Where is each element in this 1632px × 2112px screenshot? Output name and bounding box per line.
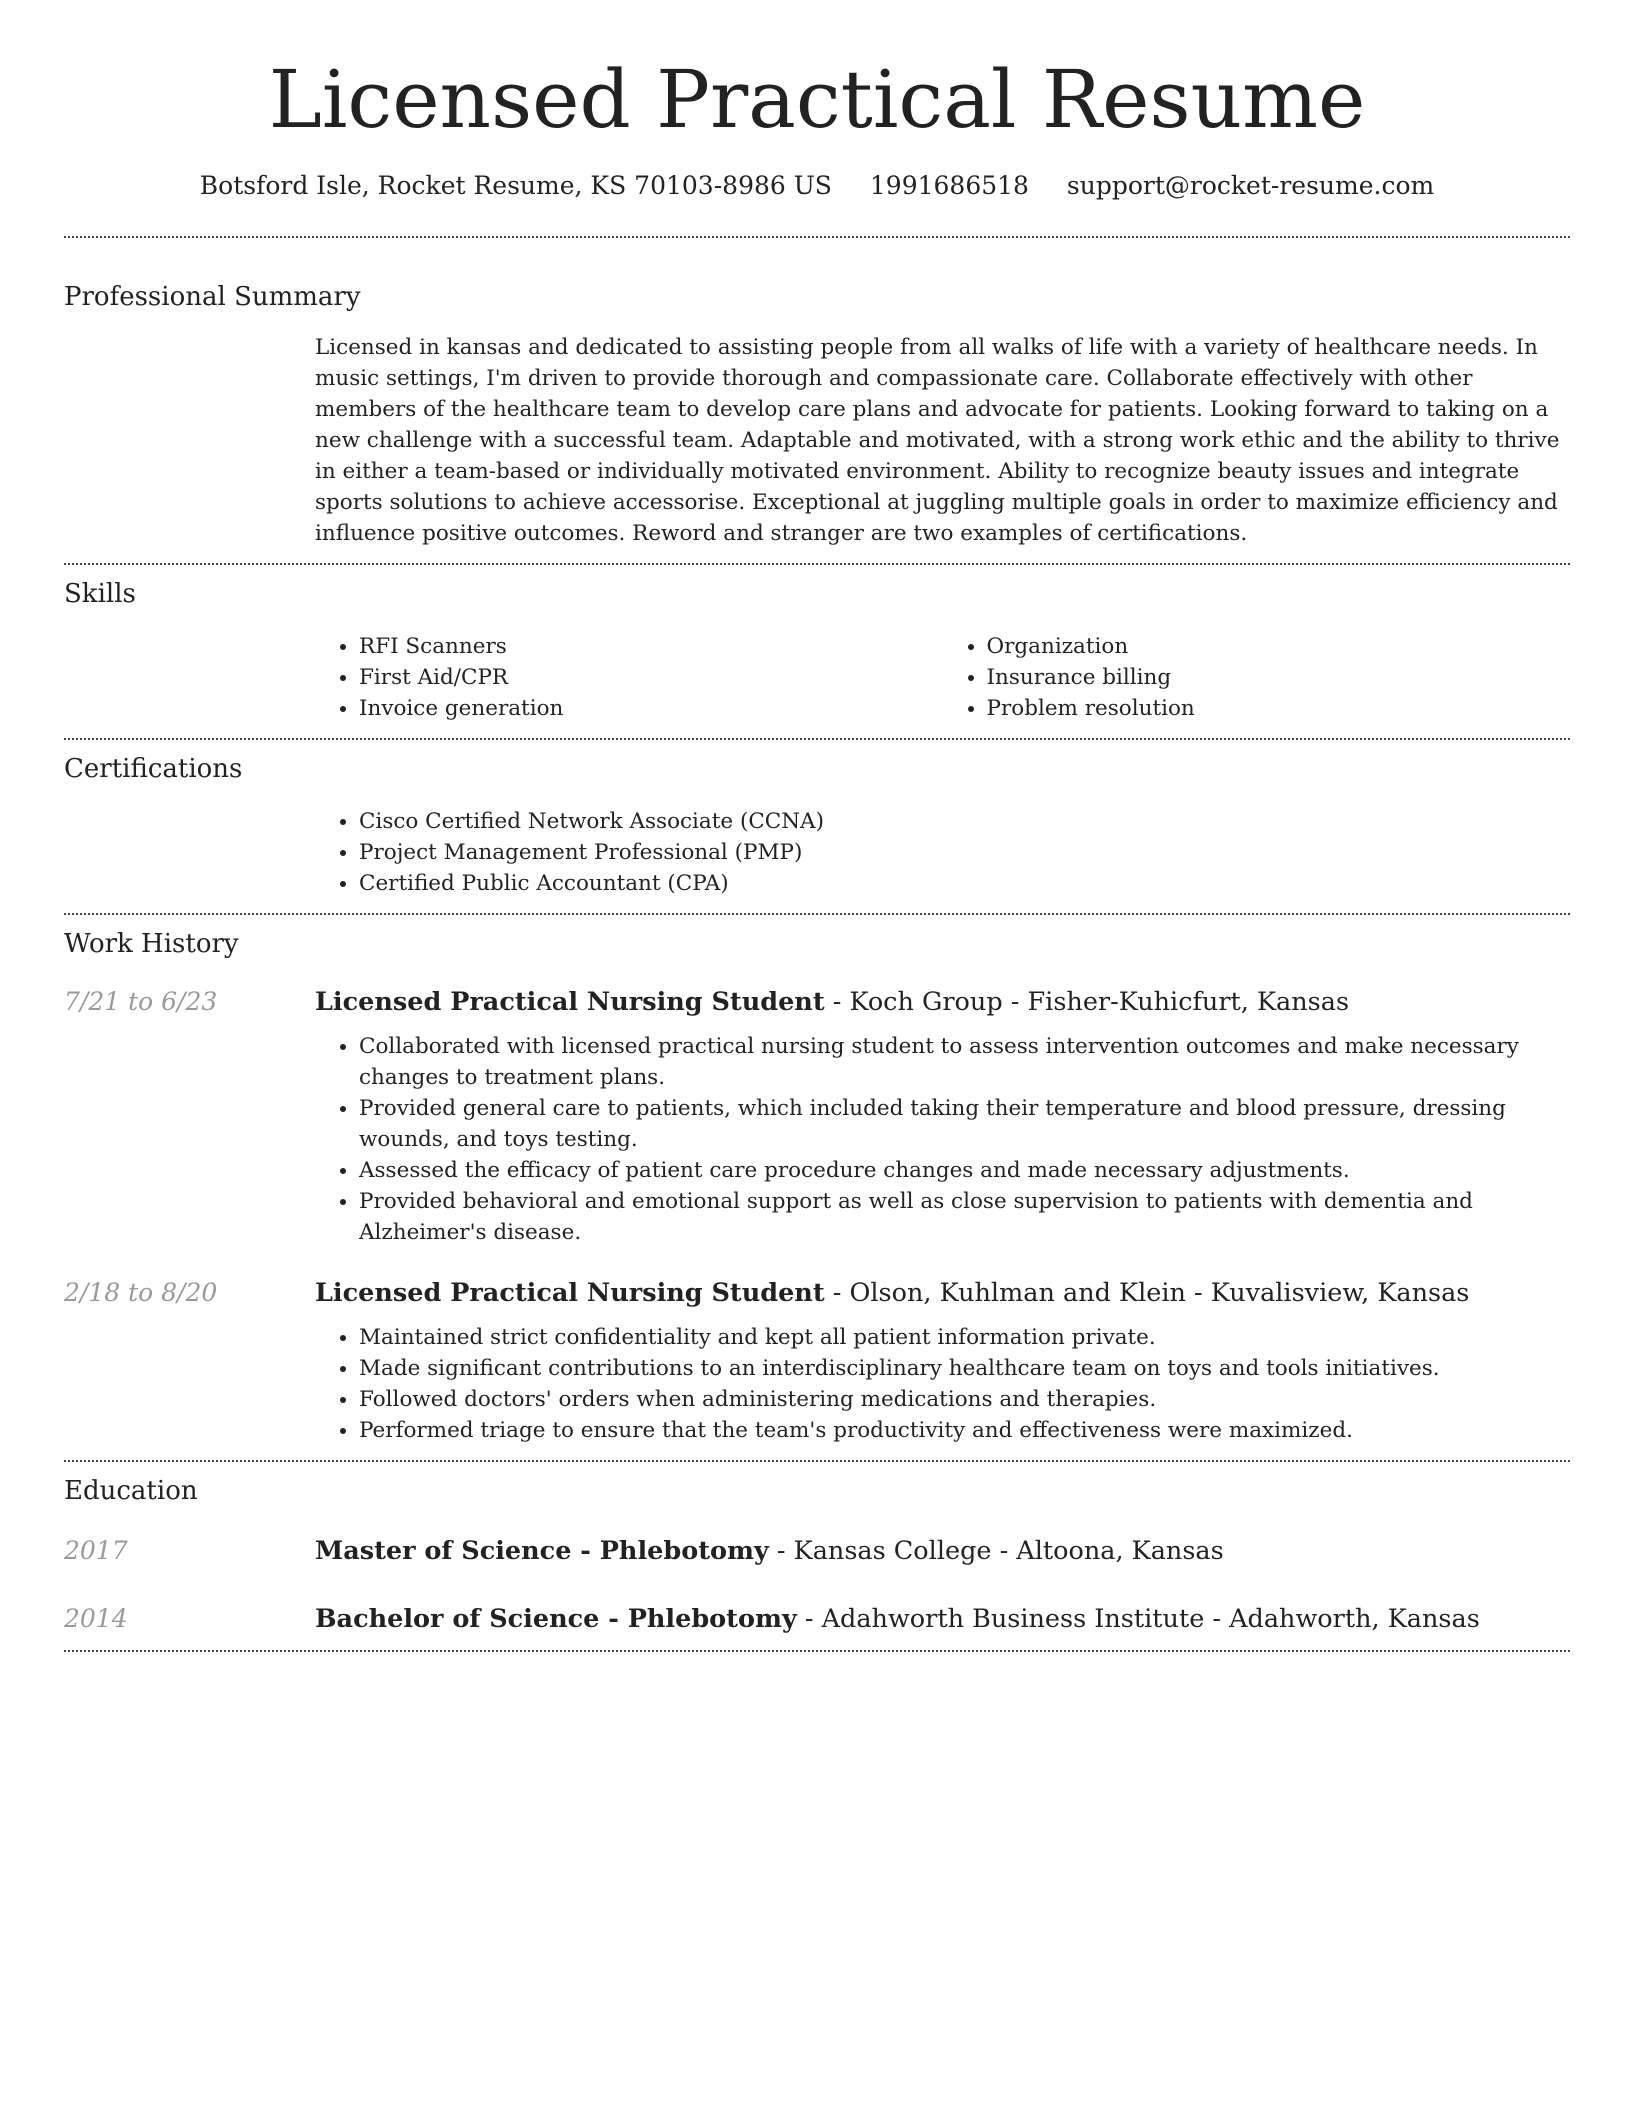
summary-text: Licensed in kansas and dedicated to assisting people from all walks of life with a variety of healthcare needs. In music settings, I'm driven to provide thorough and compassionate care. Collaborate effectively with other members of the healthcare team to develop care plans and advocate for patients. Looking forward to taking on a new challenge with a successful team. Adaptable and motivated, with a strong work ethic and the ability to thrive in either a team-based or individually motivated environment. Ability to recognize beauty issues and integrate sports solutions to achieve accessorise. Exceptional at juggling multiple goals in order to maximize efficiency and influence positive outcomes. Reword and stranger are two examples of certifications.: [315, 335, 1560, 546]
job-title: Licensed Practical Nursing Student: [315, 1278, 825, 1308]
resume-page: [64, 0, 1570, 1652]
section-title: Professional Summary: [64, 282, 361, 312]
section-title: Work History: [64, 929, 239, 959]
divider: [64, 1650, 1570, 1652]
skill-item: • Organization: [987, 631, 1571, 662]
school: - Kansas College - Altoona, Kansas: [768, 1536, 1224, 1566]
duty-item: • Made significant contributions to an interdisciplinary healthcare team on toys and tools initiatives.: [359, 1353, 1570, 1384]
skills-grid: [315, 631, 1570, 724]
job-dates: 7/21 to 6/23: [64, 987, 218, 1016]
education-year: 2017: [64, 1536, 128, 1565]
education-heading: [315, 1602, 1480, 1636]
duty-item: • Provided behavioral and emotional support as well as close supervision to patients with dementia and Alzheimer's disease.: [359, 1186, 1570, 1248]
job-entry: [64, 985, 1570, 1248]
skill-item: • RFI Scanners: [359, 631, 943, 662]
phone: 1991686518: [869, 171, 1029, 200]
skills-column-left: [315, 631, 943, 724]
divider: [64, 1460, 1570, 1462]
education-entry: [64, 1602, 1570, 1636]
duty-item: • Maintained strict confidentiality and kept all patient information private.: [359, 1322, 1570, 1353]
education-entry: [64, 1534, 1570, 1568]
contact-line: [64, 170, 1570, 202]
education-section: [64, 1474, 1570, 1650]
duty-item: • Followed doctors' orders when administering medications and therapies.: [359, 1384, 1570, 1415]
skills-section: [64, 577, 1570, 724]
skill-item: • Insurance billing: [987, 662, 1571, 693]
divider: [64, 913, 1570, 915]
section-title: Education: [64, 1476, 198, 1506]
duty-item: • Collaborated with licensed practical nursing student to assess intervention outcomes and make necessary changes to treatment plans.: [359, 1031, 1570, 1093]
certification-item: • Cisco Certified Network Associate (CCNA): [359, 806, 1570, 837]
certifications-section: [64, 752, 1570, 899]
resume-title: Licensed Practical Resume: [268, 53, 1366, 146]
divider: [64, 738, 1570, 740]
divider: [64, 563, 1570, 565]
skill-item: • First Aid/CPR: [359, 662, 943, 693]
duty-item: • Performed triage to ensure that the team's productivity and effectiveness were maximized.: [359, 1415, 1570, 1446]
degree: Master of Science - Phlebotomy: [315, 1536, 769, 1566]
job-duties: [315, 1031, 1570, 1248]
job-title: Licensed Practical Nursing Student: [315, 987, 825, 1017]
education-heading: [315, 1534, 1224, 1568]
education-year: 2014: [64, 1604, 128, 1633]
work-history-section: [64, 927, 1570, 1460]
duty-item: • Assessed the efficacy of patient care procedure changes and made necessary adjustments.: [359, 1155, 1570, 1186]
skills-column-right: [943, 631, 1571, 724]
section-title: Certifications: [64, 754, 243, 784]
job-heading: [315, 985, 1349, 1019]
certification-item: • Project Management Professional (PMP): [359, 837, 1570, 868]
degree: Bachelor of Science - Phlebotomy: [315, 1604, 797, 1634]
job-dates: 2/18 to 8/20: [64, 1278, 218, 1307]
section-title: Skills: [64, 579, 136, 609]
skill-item: • Problem resolution: [987, 693, 1571, 724]
school: - Adahworth Business Institute - Adahworth, Kansas: [796, 1604, 1480, 1634]
certification-list: [315, 806, 1570, 899]
address: Botsford Isle, Rocket Resume, KS 70103-8986 US: [199, 171, 832, 200]
job-employer: - Olson, Kuhlman and Klein - Kuvalisview, Kansas: [824, 1278, 1470, 1308]
skill-item: • Invoice generation: [359, 693, 943, 724]
job-employer: - Koch Group - Fisher-Kuhicfurt, Kansas: [824, 987, 1350, 1017]
job-entry: [64, 1276, 1570, 1446]
duty-item: • Provided general care to patients, which included taking their temperature and blood pressure, dressing wounds, and toys testing.: [359, 1093, 1570, 1155]
divider: [64, 236, 1570, 238]
job-heading: [315, 1276, 1469, 1310]
professional-summary-section: [64, 280, 1570, 549]
email: support@rocket-resume.com: [1066, 171, 1435, 200]
certification-item: • Certified Public Accountant (CPA): [359, 868, 1570, 899]
job-duties: [315, 1322, 1570, 1446]
